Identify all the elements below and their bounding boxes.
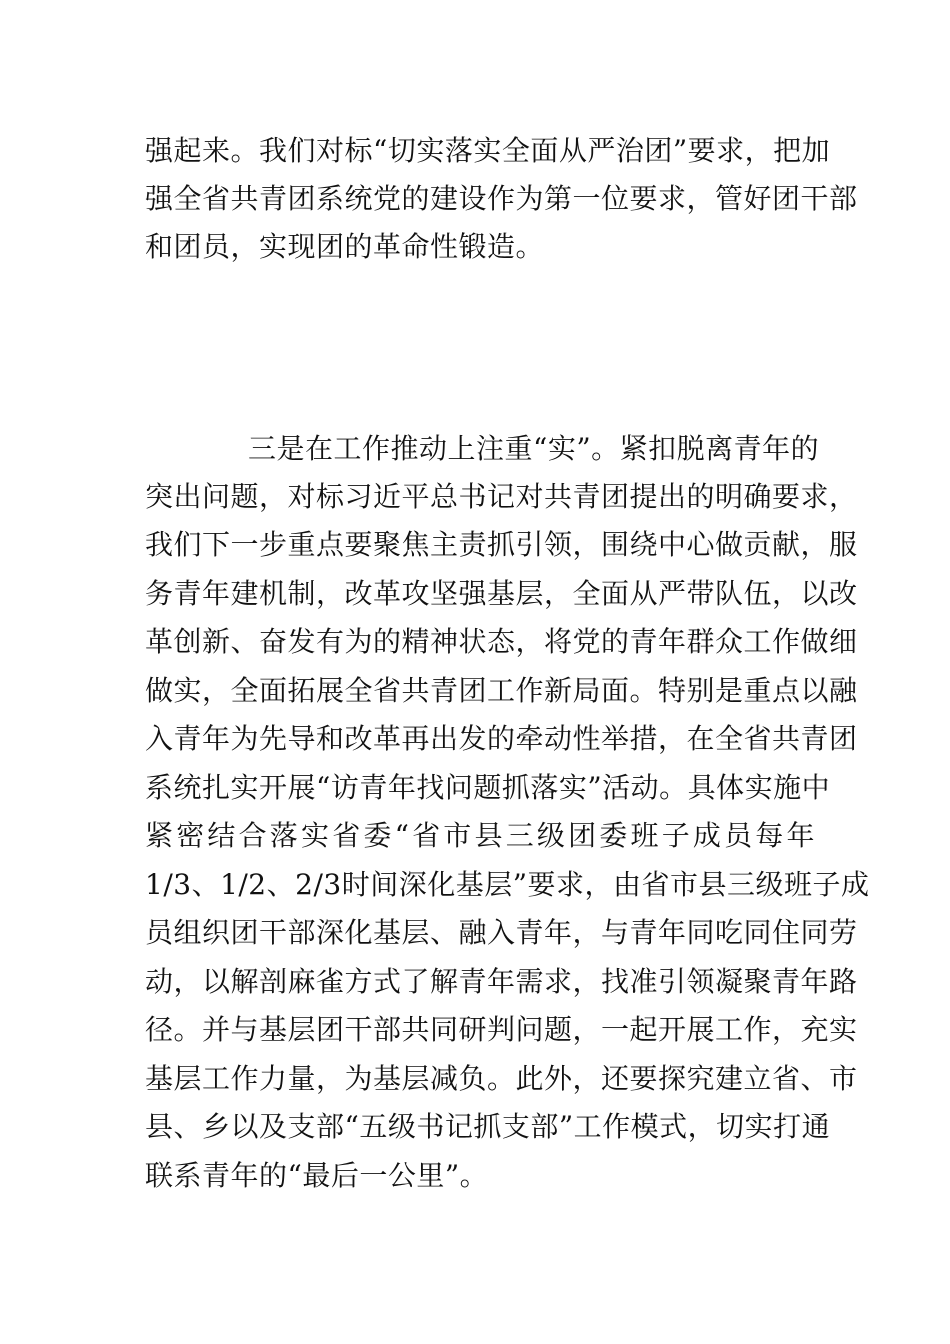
text-line: 革创新、奋发有为的精神状态，将党的青年群众工作做细 [145, 625, 858, 658]
text-line: 动，以解剖麻雀方式了解青年需求，找准引领凝聚青年路 [145, 965, 858, 998]
text-line: 联系青年的“最后一公里”。 [145, 1159, 489, 1192]
text-line: 员组织团干部深化基层、融入青年，与青年同吃同住同劳 [145, 916, 858, 949]
text-line: 我们下一步重点要聚焦主责抓引领，围绕中心做贡献，服 [145, 528, 858, 561]
text-line: 三是在工作推动上注重“实”。紧扣脱离青年的 [248, 432, 820, 465]
text-line: 系统扎实开展“访青年找问题抓落实”活动。具体实施中 [145, 771, 831, 804]
text-line: 务青年建机制，改革攻坚强基层，全面从严带队伍，以改 [145, 577, 858, 610]
text-line: 入青年为先导和改革再出发的牵动性举措，在全省共青团 [145, 722, 858, 755]
text-line: 强起来。我们对标“切实落实全面从严治团”要求，把加 [145, 134, 831, 167]
text-line: 和团员，实现团的革命性锻造。 [145, 230, 545, 263]
text-line: 1/3、1/2、2/3时间深化基层”要求，由省市县三级班子成 [145, 868, 870, 901]
text-line: 基层工作力量，为基层减负。此外，还要探究建立省、市 [145, 1062, 858, 1095]
text-line: 县、乡以及支部“五级书记抓支部”工作模式，切实打通 [145, 1110, 831, 1143]
text-line: 径。并与基层团干部共同研判问题，一起开展工作，充实 [145, 1013, 858, 1046]
text-line: 紧密结合落实省委“省市县三级团委班子成员每年 [145, 819, 815, 852]
text-line: 强全省共青团系统党的建设作为第一位要求，管好团干部 [145, 182, 858, 215]
text-line: 做实，全面拓展全省共青团工作新局面。特别是重点以融 [145, 674, 858, 707]
text-line: 突出问题，对标习近平总书记对共青团提出的明确要求， [145, 480, 858, 513]
